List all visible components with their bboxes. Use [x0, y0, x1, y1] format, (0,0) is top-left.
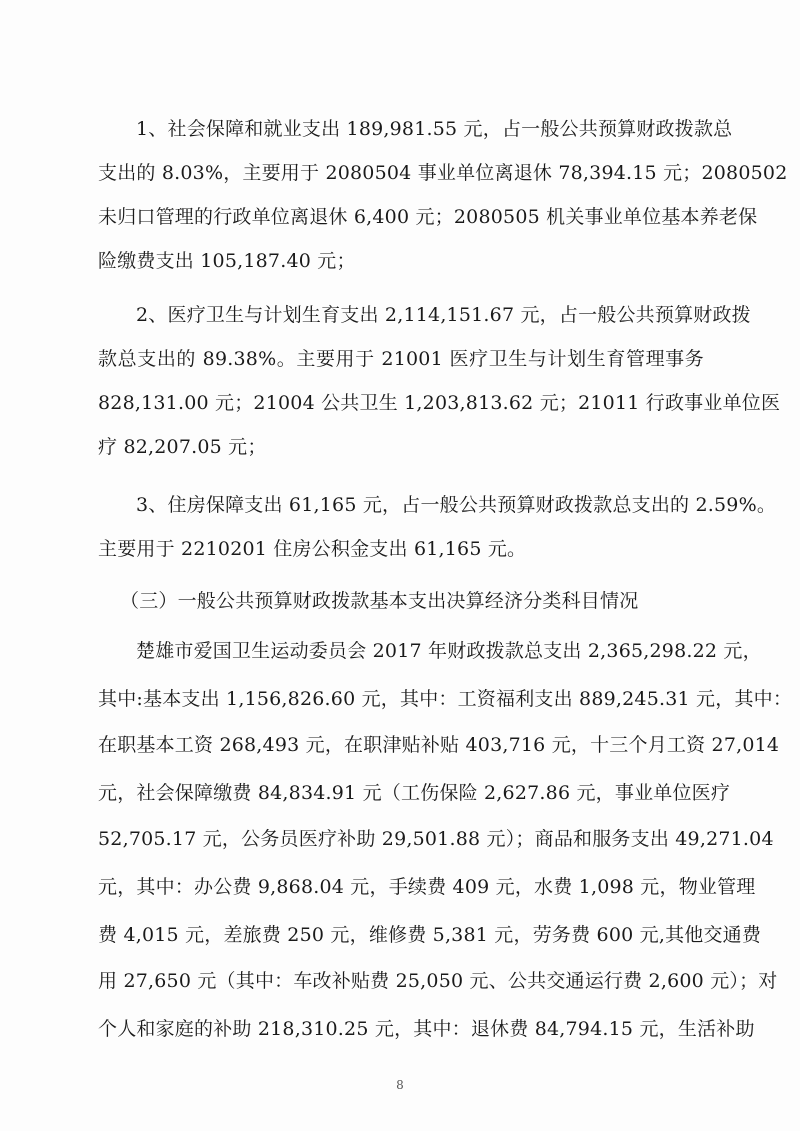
- paragraph-line: 1、社会保障和就业支出 189,981.55 元，占一般公共预算财政拨款总: [136, 118, 733, 140]
- paragraph-line: 支出的 8.03%，主要用于 2080504 事业单位离退休 78,394.15 元；2080502: [98, 162, 788, 184]
- section-heading: （三）一般公共预算财政拨款基本支出决算经济分类科目情况: [120, 590, 639, 612]
- paragraph-line: 主要用于 2210201 住房公积金支出 61,165 元。: [98, 538, 527, 560]
- paragraph-line: 个人和家庭的补助 218,310.25 元，其中：退休费 84,794.15 元，生活补助: [98, 1018, 755, 1040]
- paragraph-line: 费 4,015 元，差旅费 250 元，维修费 5,381 元，劳务费 600 元,其他交通费: [98, 924, 762, 946]
- paragraph-line: 险缴费支出 105,187.40 元；: [98, 250, 356, 272]
- paragraph-line: 款总支出的 89.38%。主要用于 21001 医疗卫生与计划生育管理事务: [98, 348, 704, 370]
- paragraph-line: 828,131.00 元；21004 公共卫生 1,203,813.62 元；21011 行政事业单位医: [98, 392, 781, 414]
- paragraph-line: 3、住房保障支出 61,165 元，占一般公共预算财政拨款总支出的 2.59%。: [136, 494, 777, 516]
- paragraph-line: 2、医疗卫生与计划生育支出 2,114,151.67 元，占一般公共预算财政拨: [136, 304, 751, 326]
- paragraph-line: 楚雄市爱国卫生运动委员会 2017 年财政拨款总支出 2,365,298.22 元，: [136, 640, 762, 662]
- paragraph-line: 其中:基本支出 1,156,826.60 元，其中：工资福利支出 889,245.31 元，其中：: [98, 688, 793, 710]
- paragraph-line: 元，其中：办公费 9,868.04 元，手续费 409 元，水费 1,098 元，物业管理: [98, 876, 756, 898]
- paragraph-line: 疗 82,207.05 元；: [98, 436, 267, 458]
- paragraph-line: 52,705.17 元，公务员医疗补助 29,501.88 元）；商品和服务支出 49,271.04: [98, 828, 774, 850]
- paragraph-line: 未归口管理的行政单位离退休 6,400 元；2080505 机关事业单位基本养老保: [98, 206, 758, 228]
- paragraph-line: 元，社会保障缴费 84,834.91 元（工伤保险 2,627.86 元，事业单位医疗: [98, 782, 731, 804]
- page-number: 8: [396, 1078, 404, 1092]
- paragraph-line: 在职基本工资 268,493 元，在职津贴补贴 403,716 元，十三个月工资 27,014: [98, 734, 780, 756]
- paragraph-line: 用 27,650 元（其中：车改补贴费 25,050 元、公共交通运行费 2,600 元）；对: [98, 970, 778, 992]
